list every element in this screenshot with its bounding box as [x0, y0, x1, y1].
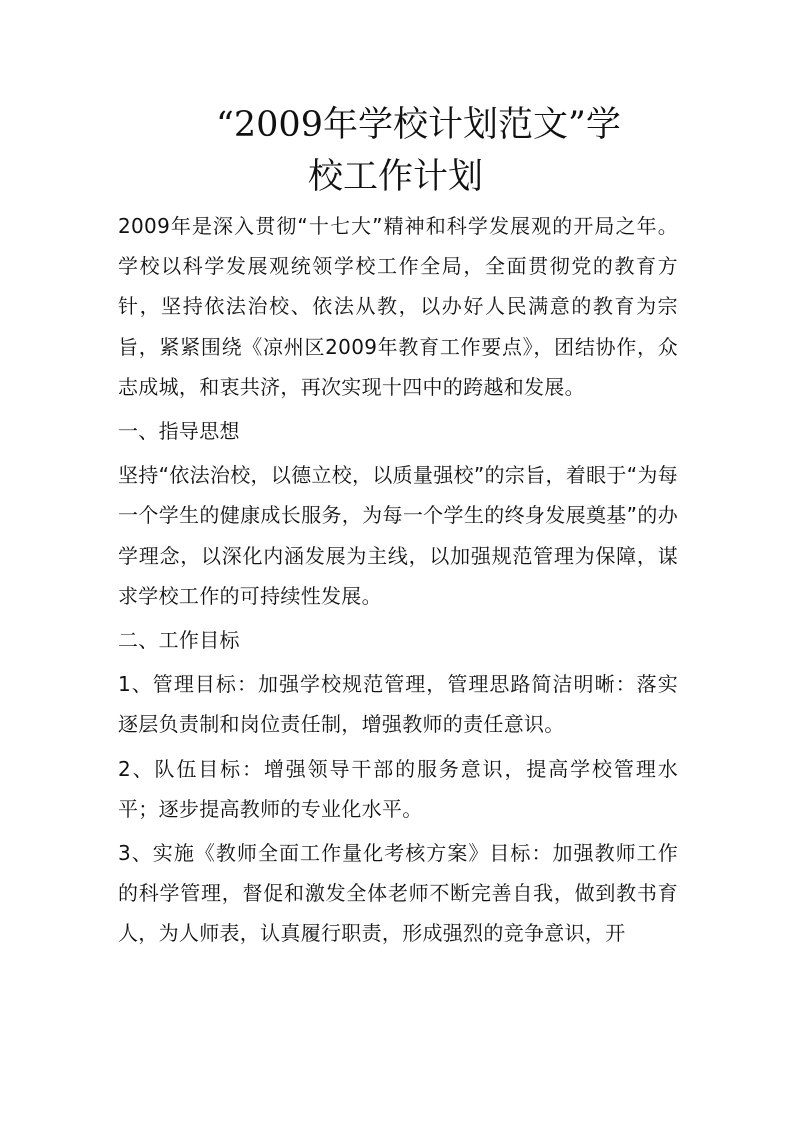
section-heading-work-goals: 二、工作目标: [118, 628, 240, 653]
document-title-line1: “2009年学校计划范文”学: [216, 105, 621, 145]
section-heading-guiding-ideology: 一、指导思想: [118, 419, 240, 444]
goal-item-management: 1、管理目标：加强学校规范管理，管理思路简洁明晰：落实逐层负责制和岗位责任制，增强教师的责任意识。: [118, 672, 678, 737]
guiding-ideology-paragraph: 坚持“依法治校，以德立校，以质量强校”的宗旨，着眼于“为每一个学生的健康成长服务，为每一个学生的终身发展奠基”的办学理念，以深化内涵发展为主线，以加强规范管理为保障，谋求学校工作的可持续性发展。: [118, 463, 678, 608]
intro-paragraph: 2009年是深入贯彻“十七大”精神和科学发展观的开局之年。学校以科学发展观统领学校工作全局，全面贯彻党的教育方针，坚持依法治校、依法从教，以办好人民满意的教育为宗旨，紧紧围绕《凉州区2009年教育工作要点》，团结协作，众志成城，和衷共济，再次实现十四中的跨越和发展。: [118, 214, 678, 399]
document-body: [118, 206, 678, 954]
goal-item-team: 2、队伍目标：增强领导干部的服务意识，提高学校管理水平；逐步提高教师的专业化水平。: [118, 756, 678, 821]
goal-item-assessment: 3、实施《教师全面工作量化考核方案》目标：加强教师工作的科学管理，督促和激发全体老师不断完善自我，做到教书育人，为人师表，认真履行职责，形成强烈的竞争意识，开: [118, 841, 678, 946]
document-title-line2: 校工作计划: [308, 157, 484, 197]
